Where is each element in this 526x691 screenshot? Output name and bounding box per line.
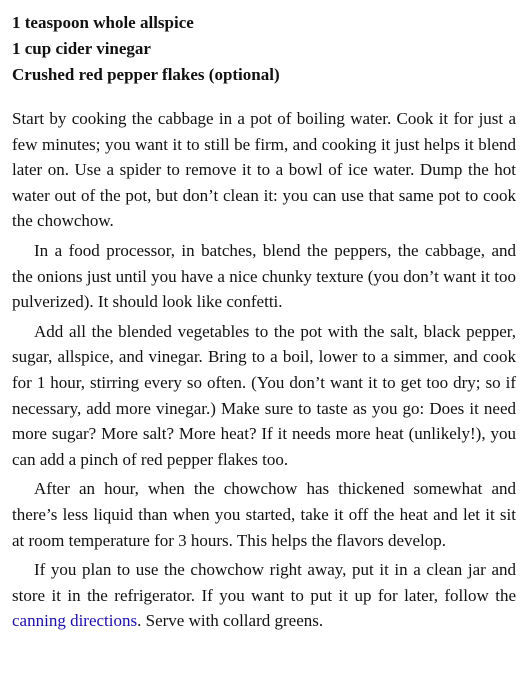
ingredient-allspice: 1 teaspoon whole allspice (12, 13, 194, 32)
storage-text-after-link: . Serve with collard greens. (137, 611, 324, 631)
direction-paragraph-storage (12, 557, 516, 634)
canning-directions-link[interactable]: canning directions (12, 611, 138, 631)
direction-paragraph-rest: After an hour, when the chowchow has thickened somewhat and there’s less liquid than when you started, take it off the heat and let it sit at room temperature for 3 hours. This helps the flavors develop. (12, 479, 516, 550)
direction-paragraph-food-processor: In a food processor, in batches, blend the peppers, the cabbage, and the onions just until you have a nice chunky texture (you don’t want it too pulverized). It should look like confetti. (12, 240, 516, 312)
direction-paragraph-simmer: Add all the blended vegetables to the pot with the salt, black pepper, sugar, allspice, and vinegar. Bring to a boil, lower to a simmer, and cook for 1 hour, stirring every so often. (You don’t want it to get too dry; so if necessary, add more vinegar.) Make sure to taste as you go: Does it need more sugar? More salt? More heat? If it needs more heat (unlikely!), you can add a pinch of red pepper flakes too. (12, 321, 516, 469)
ingredient-vinegar: 1 cup cider vinegar (12, 39, 151, 58)
recipe-directions (12, 106, 516, 634)
storage-text-before-link: If you plan to use the chowchow right away, put it in a clean jar and store it in the refrigerator. If you want to put it up for later, follow the (12, 560, 516, 605)
ingredient-list (12, 10, 516, 88)
direction-paragraph-cabbage: Start by cooking the cabbage in a pot of boiling water. Cook it for just a few minutes; you want it to still be firm, and cooking it just helps it blend later on. Use a spider to remove it to a bowl of ice water. Dump the hot water out of the pot, but don’t clean it: you can use that same pot to cook the chowchow. (12, 109, 516, 231)
ingredient-red-pepper-flakes: Crushed red pepper flakes (optional) (12, 65, 280, 84)
